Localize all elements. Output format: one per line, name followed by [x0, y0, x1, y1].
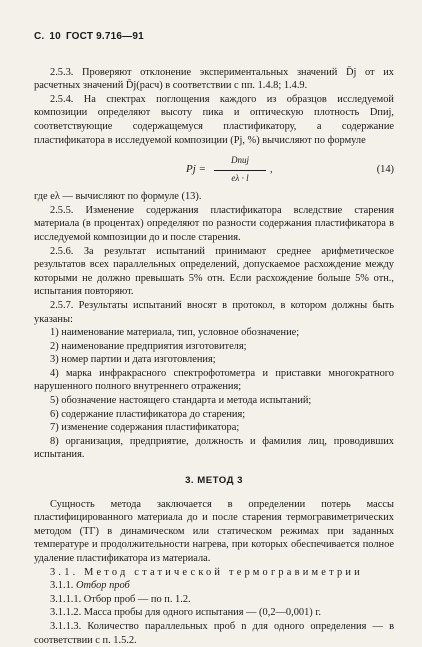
formula-number: (14) [376, 164, 394, 176]
subsection-3-1-1 [34, 579, 394, 593]
protocol-list [34, 326, 394, 462]
list-item: 1) наименование материала, тип, условное обозначение; [50, 327, 300, 339]
list-item: 4) марка инфракрасного спектрофотометра и приставки многократного нарушенного полного внутреннего отражения; [34, 367, 394, 393]
subsection-3-1-1-title: Отбор проб [76, 580, 130, 592]
paragraph-2-5-4-note: где eλ — вычисляют по формуле (13). [34, 191, 202, 203]
formula-comma: , [270, 164, 273, 176]
list-item: 3) номер партии и дата изготовления; [50, 354, 216, 366]
formula-lhs: Pj = [186, 163, 206, 176]
section-intro: Сущность метода заключается в определении потерь массы пластифицированного материала до и после старения термогравиметрических методом (ТГ) в динамическом или статическом режимах при заданных температуре и продолжительности нагрева, при которых обеспечивается полное удаление пластификатора из материала. [34, 498, 394, 564]
page-prefix: С. [34, 31, 45, 42]
list-item: 6) содержание пластификатора до старения; [50, 408, 246, 420]
paragraph-2-5-6: 2.5.6. За результат испытаний принимают среднее арифметическое результатов всех параллельных определений, допускаемое расхождение между которыми не должно превышать 5% отн. Если расхождение больше 5% отн., испытания повторяют. [34, 245, 394, 298]
clause-3-1-1-3: 3.1.1.3. Количество параллельных проб n для одного определения — в соответствии с п. 1.5.2. [34, 620, 394, 646]
list-item: 5) обозначение настоящего стандарта и метода испытаний; [50, 395, 312, 407]
formula-denominator: eλ · l [231, 172, 249, 183]
clause-3-1-1-1: 3.1.1.1. Отбор проб — по п. 1.2. [50, 593, 191, 605]
paragraph-2-5-5: 2.5.5. Изменение содержания пластификатора вследствие старения материала (в процентах) определяют по разности содержания пластификатора в исследуемой композиции до и после старения. [34, 204, 394, 243]
formula-14 [34, 152, 394, 186]
subsection-3-1-1-number: 3.1.1. [50, 580, 74, 592]
list-item: 8) организация, предприятие, должность и фамилия лиц, проводивших испытания. [34, 435, 394, 461]
paragraph-2-5-4: 2.5.4. На спектрах поглощения каждого из образцов исследуемой композиции определяют высоту пика и оптическую плотность Dпиj, соответствующие содержащемуся пластификатору, а содержание пластификатора в исследуемой композиции (Pj, %) вычисляют по формуле [34, 93, 394, 146]
paragraph-2-5-3: 2.5.3. Проверяют отклонение экспериментальных значений D̄j от их расчетных значений D̄j(расч) в соответствии с пп. 1.4.8; 1.4.9. [34, 66, 394, 92]
page-number: 10 [49, 31, 61, 42]
formula-numerator: Dпиj [214, 154, 266, 171]
paragraph-2-5-7: 2.5.7. Результаты испытаний вносят в протокол, в котором должны быть указаны: [34, 299, 394, 325]
list-item: 2) наименование предприятия изготовителя; [50, 340, 247, 352]
section-title: 3. МЕТОД 3 [185, 475, 243, 487]
page-header [34, 30, 394, 44]
standard-code: ГОСТ 9.716—91 [65, 31, 144, 42]
list-item: 7) изменение содержания пластификатора; [50, 422, 240, 434]
formula-fraction [214, 154, 266, 185]
clause-3-1-1-2: 3.1.1.2. Масса пробы для одного испытания — (0,2—0,001) г. [50, 607, 322, 619]
subsection-3-1: 3.1. Метод статической термогравиметрии [50, 566, 363, 578]
